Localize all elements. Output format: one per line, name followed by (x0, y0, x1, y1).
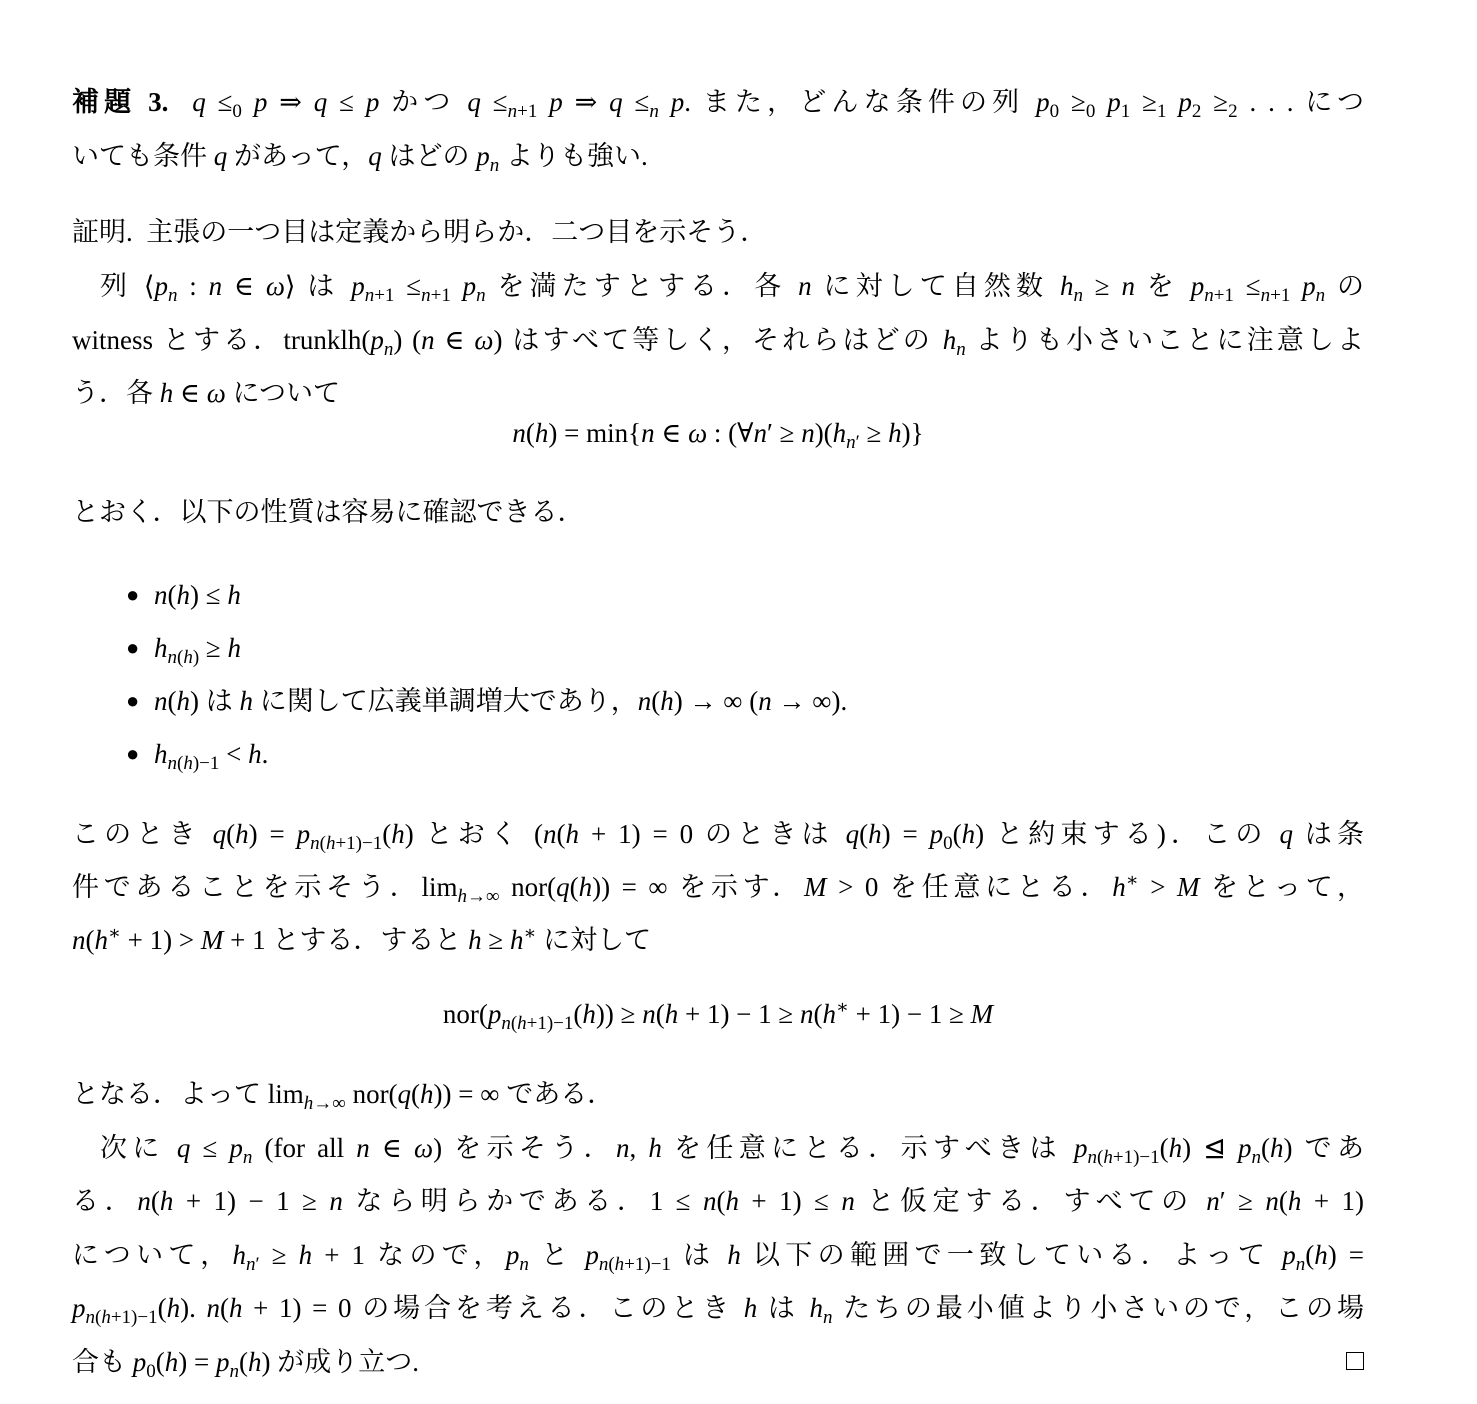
list-item-text: n(h) は h に関して広義単調増大であり，n(h) → ∞ (n → ∞). (154, 686, 848, 716)
proof-line-11: る．n(h + 1) − 1 ≥ n なら明らかである．1 ≤ n(h + 1) ≤ n と仮定する．すべての n′ ≥ n(h + 1) (72, 1186, 1365, 1216)
proof-heading-line: 証明. 主張の一つ目は定義から明らか．二つ目を示そう． (72, 217, 768, 247)
proof-line-6: このとき $q(h) = p_{n(h+1)-1}(h)$ とおく (n(h + 1) = 0 のときは $q(h) = p_0(h)$ と約束する)．この q は条 (72, 819, 1365, 854)
lemma-line-2: いても条件 q があって，q はどの $p_n$ よりも強い. (72, 141, 648, 176)
proof-line-12: について，$h_{n'} \ge h + 1$ なので，$p_n$ と $p_{n(h+1)-1}$ は h 以下の範囲で一致している．よって $p_n(h)$ = (72, 1240, 1365, 1275)
qed-box-icon (1346, 1352, 1364, 1370)
list-item-text: $h_{n(h)-1} < h$. (154, 739, 269, 774)
proof-line-9: となる．よって $\lim_{h\to\infty} nor(q(h))$ = ∞ である． (72, 1079, 615, 1114)
bullet-icon: ● (126, 741, 140, 766)
bullet-icon: ● (126, 635, 140, 660)
proof-line-13: $p_{n(h+1)-1}(h)$. n(h + 1) = 0 の場合を考える．このとき h は $h_n$ たちの最小値より小さいので，この場 (72, 1293, 1365, 1328)
display-equation-nor: $nor(p_{n(h+1)-1}(h)) \ge n(h + 1) - 1 \ge n(h^∗ + 1) - 1 \ge M$ (442, 997, 994, 1034)
proof-line-8: n(h∗ + 1) > M + 1 とする．すると h ≥ h∗ に対して (72, 923, 652, 955)
proof-line-5: とおく．以下の性質は容易に確認できる． (72, 497, 585, 527)
proof-line-4: う．各 h ∈ ω について (72, 378, 341, 408)
list-item-text: $h_{n(h)} \ge h$ (154, 633, 241, 668)
bullet-icon: ● (126, 688, 140, 713)
proof-line-10: 次に $q \le p_n$ (for all n ∈ ω) を示そう．n, h を任意にとる．示すべきは $p_{n(h+1)-1}(h)$ ⊴ $p_n(h)$ であ (100, 1133, 1364, 1168)
proof-line-2: 列 $⟨p_n$ : n ∈ ω⟩ は $p_{n+1} \le_{n+1}$ $p_n$ を満たすとする．各 n に対して自然数 $h_n \ge n$ を $p_{n+1} \le_{n+1}$ $p_n$ の (100, 271, 1365, 306)
display-equation-nh: n(h) = min{n ∈ ω : (∀n′ ≥ $n)(h_{n'} \ge h)$} (512, 418, 924, 453)
document-page (72, 0, 1364, 1404)
list-item-text: n(h) ≤ h (154, 580, 241, 610)
proof-line-14: 合も $p_0(h) = p_n(h)$ が成り立つ. (72, 1347, 419, 1382)
bullet-icon: ● (126, 582, 140, 607)
proof-line-3: witness とする．$trunklh(p_n)$ (n ∈ ω) はすべて等しく，それらはどの $h_n$ よりも小さいことに注意しよ (72, 325, 1364, 360)
proof-line-7: 件であることを示そう．$\lim_{h\to\infty} nor(q(h))$ = ∞ を示す．M > 0 を任意にとる．h∗ > M をとって， (72, 870, 1365, 907)
lemma-line-1: 補題 3. $q \le_0$ p ⇒ q ≤ p かつ $q \le_{n+1}$ p ⇒ $q \le_n$ p. また，どんな条件の列 $p_0 \ge_0$ $p_1 \ge_1$ $p_2 \ge_2$ . . . につ (72, 87, 1365, 122)
